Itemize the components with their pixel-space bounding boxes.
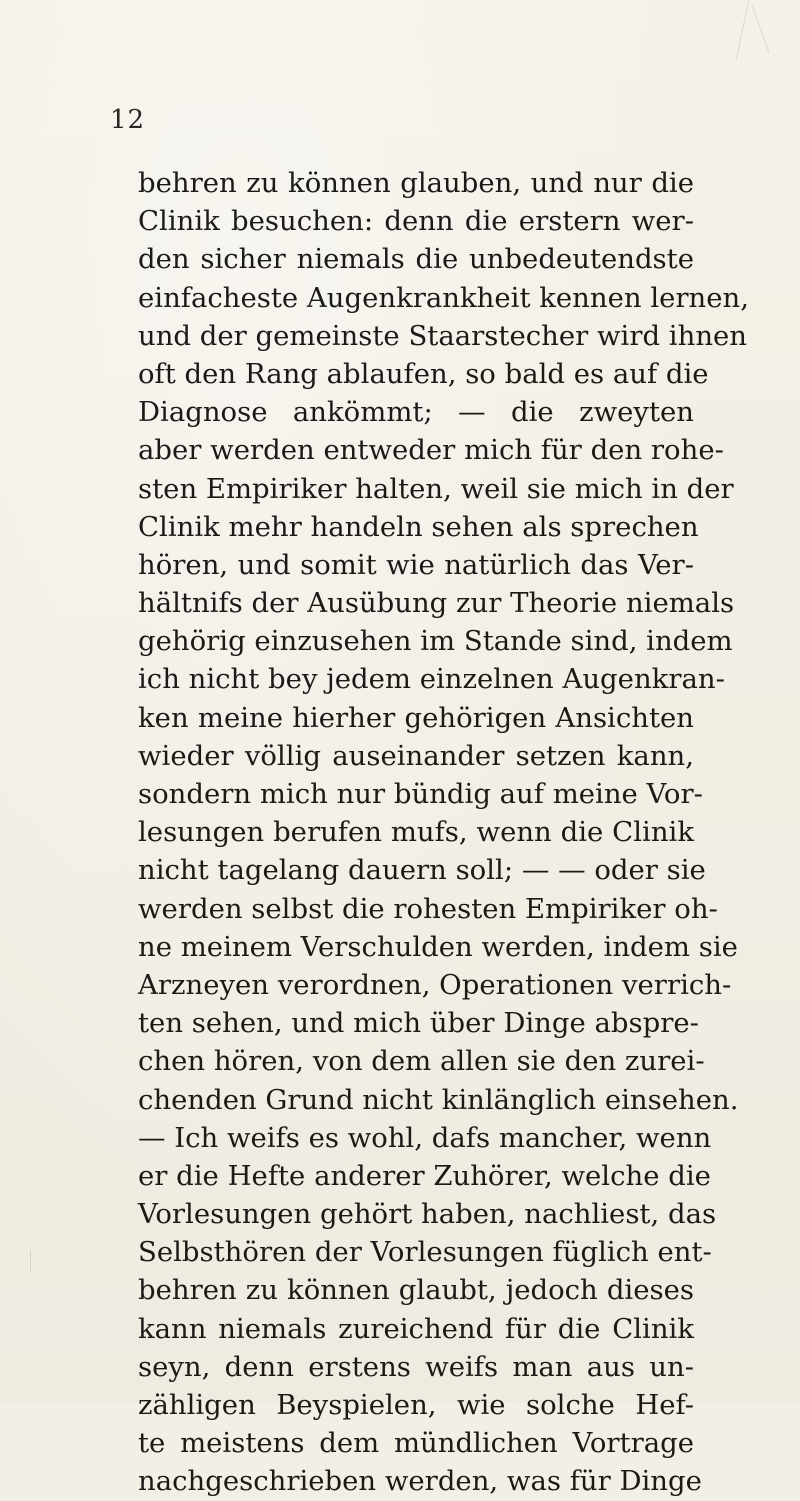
text-line: einfacheste Augenkrankheit kennen lernen, — [138, 281, 749, 314]
text-line: chen hören, von dem allen sie den zurei- — [138, 1045, 705, 1078]
text-line: nicht tagelang dauern soll; — — oder sie — [138, 854, 706, 887]
text-line: ich nicht bey jedem einzelnen Augenkran- — [138, 663, 725, 696]
text-line: er die Hefte anderer Zuhörer, welche die — [138, 1159, 711, 1192]
text-line: — Ich weifs es wohl, dafs mancher, wenn — [138, 1121, 712, 1154]
text-line: ten sehen, und mich über Dinge abspre- — [138, 1007, 699, 1040]
text-line: Selbsthören der Vorlesungen füglich ent- — [138, 1236, 712, 1269]
text-line: kann niemals zureichend für die Clinik — [138, 1312, 694, 1345]
text-line: werden selbst die rohesten Empiriker oh- — [138, 892, 718, 925]
text-line: lesungen berufen mufs, wenn die Clinik — [138, 816, 694, 849]
text-line: Arzneyen verordnen, Operationen verrich- — [138, 968, 732, 1001]
text-line: seyn, denn erstens weifs man aus un- — [138, 1350, 694, 1383]
body-text — [138, 164, 749, 1501]
text-line: behren zu können glauben, und nur die — [138, 167, 694, 199]
text-line: sten Empiriker halten, weil sie mich in der — [138, 472, 734, 505]
text-line: und der gemeinste Staarstecher wird ihnen — [138, 319, 748, 352]
text-line: te meistens dem mündlichen Vortrage — [138, 1427, 694, 1460]
text-line: sondern mich nur bündig auf meine Vor- — [138, 778, 703, 810]
text-line: wieder völlig auseinander setzen kann, — [138, 739, 694, 772]
text-line: chenden Grund nicht kinlänglich einsehen. — [138, 1083, 739, 1116]
text-line: ken meine hierher gehörigen Ansichten — [138, 701, 694, 734]
text-line: behren zu können glaubt, jedoch dieses — [138, 1274, 694, 1307]
text-line: ne meinem Verschulden werden, indem sie — [138, 930, 738, 963]
text-line: gehörig einzusehen im Stande sind, indem — [138, 625, 733, 658]
paper-mark — [736, 1, 749, 60]
text-line: den sicher niemals die unbedeutendste — [138, 243, 694, 276]
text-line: nachgeschrieben werden, was für Dinge — [138, 1465, 702, 1498]
text-line: oft den Rang ablaufen, so bald es auf die — [138, 357, 709, 390]
paper-mark — [751, 5, 769, 52]
page-number: 12 — [110, 105, 146, 135]
text-line: Clinik mehr handeln sehen als sprechen — [138, 510, 699, 543]
text-line: aber werden entweder mich für den rohe- — [138, 434, 724, 467]
text-line: zähligen Beyspielen, wie solche Hef- — [138, 1389, 694, 1421]
text-line: Vorlesungen gehört haben, nachliest, das — [138, 1198, 717, 1231]
text-line: Diagnose ankömmt; — die zweyten — [138, 396, 694, 429]
text-line: hältnifs der Ausübung zur Theorie niemals — [138, 587, 735, 620]
paper-mark — [30, 1250, 31, 1272]
text-line: Clinik besuchen: denn die erstern wer- — [138, 205, 694, 238]
text-line: hören, und somit wie natürlich das Ver- — [138, 548, 694, 581]
